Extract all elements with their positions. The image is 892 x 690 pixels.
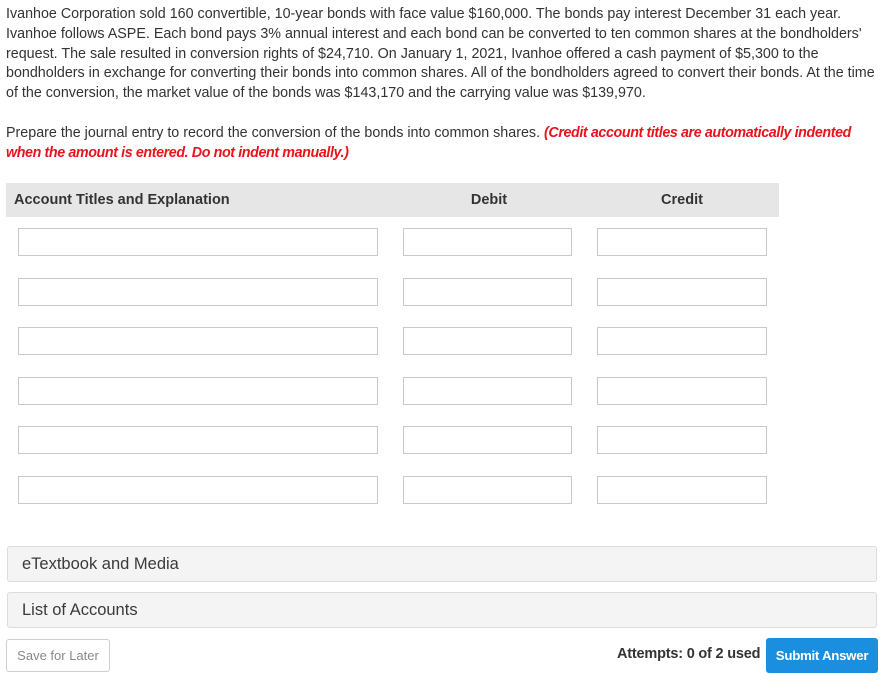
debit-input-3[interactable] — [403, 327, 572, 355]
account-title-input-6[interactable] — [18, 476, 378, 504]
account-title-input-1[interactable] — [18, 228, 378, 256]
instruction-main: Prepare the journal entry to record the conversion of the bonds into common shares. — [6, 125, 541, 141]
account-title-input-4[interactable] — [18, 377, 378, 405]
problem-statement: Ivanhoe Corporation sold 160 convertible, 10-year bonds with face value $160,000. The bonds pay interest December 31 each year. Ivanhoe follows ASPE. Each bond pays 3% annual interest and each bond can be converted to ten common shares at the bondholders' request. The sale resulted in conversion rights of $24,710. On January 1, 2021, Ivanhoe offered a cash payment of $5,300 to the bondholders in exchange for converting their bonds into common shares. All of the bondholders agreed to convert their bonds. At the time of the conversion, the market value of the bonds was $143,170 and the carrying value was $139,970. — [6, 6, 875, 102]
instruction-text — [6, 124, 882, 164]
credit-input-6[interactable] — [597, 476, 767, 504]
credit-input-5[interactable] — [597, 426, 767, 454]
instruction-note: (Credit account titles are automatically indented when the amount is entered. Do not indent manually.) — [6, 125, 851, 161]
debit-input-4[interactable] — [403, 377, 572, 405]
header-credit: Credit — [661, 192, 703, 208]
debit-input-6[interactable] — [403, 476, 572, 504]
account-title-input-2[interactable] — [18, 278, 378, 306]
credit-input-2[interactable] — [597, 278, 767, 306]
debit-input-1[interactable] — [403, 228, 572, 256]
credit-input-4[interactable] — [597, 377, 767, 405]
account-title-input-3[interactable] — [18, 327, 378, 355]
debit-input-2[interactable] — [403, 278, 572, 306]
credit-input-1[interactable] — [597, 228, 767, 256]
save-for-later-button[interactable]: Save for Later — [6, 639, 110, 672]
submit-answer-button[interactable]: Submit Answer — [766, 638, 878, 673]
credit-input-3[interactable] — [597, 327, 767, 355]
header-account-titles: Account Titles and Explanation — [14, 192, 230, 208]
header-debit: Debit — [470, 192, 508, 208]
etextbook-media-panel[interactable]: eTextbook and Media — [7, 546, 877, 582]
journal-table-header — [6, 183, 779, 217]
attempts-counter: Attempts: 0 of 2 used — [617, 646, 761, 662]
account-title-input-5[interactable] — [18, 426, 378, 454]
debit-input-5[interactable] — [403, 426, 572, 454]
list-of-accounts-panel[interactable]: List of Accounts — [7, 592, 877, 628]
